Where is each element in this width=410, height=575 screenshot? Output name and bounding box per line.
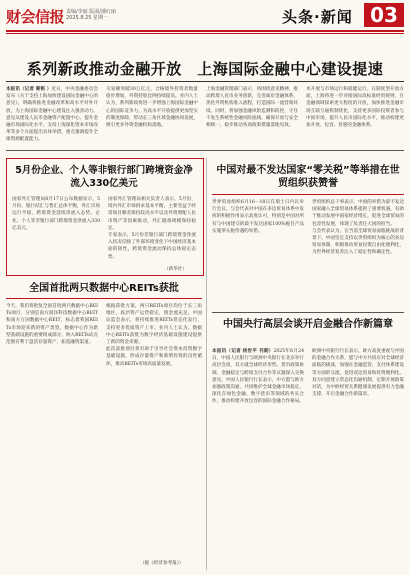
story-a-col2-text: 国家外汇管理局相关负责人表示，5月份，境内外汇市场供求基本平衡，主要受益于经常项目顺差保持较高水平以及外资增配人民币资产等因素推动，外汇储备规模保持稳定。 — [108, 197, 196, 231]
headline-rule — [6, 81, 404, 82]
masthead-rule-thin — [6, 33, 404, 34]
story-a-title: 5月份企业、个人等非银行部门跨境资金净流入330亿美元 — [15, 165, 193, 189]
masthead — [0, 0, 410, 46]
story-a-column-1 — [12, 196, 100, 270]
story-b-col2-text: 根据获批方案，两只REITs项目均位于长三角地区，底层资产运营稳定，现金流充足。中国证监会表示，将持续推进REITs常态化发行，支持更多优质资产上市。业内人士认为，数据中心REITs获批为数字经济基础设施建设提供了新的资金来源。 — [106, 304, 202, 346]
story-b-col3-text: 此次获批项目将有助于引导社会资本投资数字基础设施，形成存量资产和新增投资的良性循环，推动REITs市场高质量发展。 — [106, 347, 202, 367]
lead-col4-text: 术开展与市场运行和稳健运行。在制度型开放方面，上海将进一步对接国际高标准经贸规则，在金融领域探索更大程度的开放，加快推进金融市场互联互通机制优化，支持更多国际投资者参与中国市场，提升人民币国际化水平，推动构建更加开放、包容、普惠的金融体系。 — [306, 87, 404, 129]
story-d-col1-text: 2025年6月24日，中国人民银行与欧洲中央银行在北京举行高层会谈，双方就全球经济形势、货币政策协调、金融稳定与跨境支付合作等议题深入交换意见。中国人民银行行长表示，中方愿与欧方加强政策沟通，共同维护全球金融市场稳定，深化在绿色金融、数字货币等领域的务实合作，推动构建开放包容的国际金融合作格局。 — [212, 349, 304, 405]
story-a-col1-text: 国家外汇管理局8月17日公布数据显示，5月份，银行结汇与售汇总体平衡，外汇市场运行平稳，跨境资金延续净流入态势。企业、个人等非银行部门跨境资金净流入330亿美元。 — [12, 197, 100, 231]
page-number-badge: 03 — [364, 3, 404, 27]
story-b-column-2 — [106, 303, 202, 555]
story-b-column-1 — [6, 303, 98, 569]
story-d-title: 中国央行高层会谈开启金融合作新篇章 — [223, 319, 393, 330]
section-divider — [6, 150, 404, 151]
story-a-column-2 — [108, 196, 196, 270]
story-a-col2b-text: 专家表示，5月份非银行部门跨境资金净流入状况反映了外部环境变化下中国经济基本面的韧性，跨境资金流动保持总体稳定态势。 — [108, 233, 196, 260]
story-c-column-2 — [312, 199, 404, 307]
story-c-col2-text: 世贸组织总干事表示，中国的举措为最不发达国家融入全球贸易体系提供了重要机遇，有助于推动发展中国家经济增长，促进全球贸易的包容性发展，体现了负责任大国的担当。 — [312, 200, 404, 227]
story-d-byline: 本报讯（记者 杨世平 刊期） — [212, 349, 274, 354]
story-c-title: 中国对最不发达国家“零关税”等举措在世贸组织获赞誉 — [216, 165, 400, 189]
story-b-col1-text: 今天，我们将批复全国首批两只数据中心REITs项目，分别是南方润泽科技数据中心REIT和南方万国数据中心REIT，标志着我国REITs市场迎来新的资产类型。数据中心作为新型基础设施的重要组成部分，纳入REITs试点范围有利于盘活存量资产，拓宽融资渠道。 — [6, 304, 98, 346]
lead-column-2 — [106, 86, 198, 146]
lead-col2-text: 交易额突破30万亿元，合格境外投资者数量稳步增加，外资持股比例持续提高。业内人士认为，系列新政将进一步增强上海国际金融中心的国际竞争力，为高水平开放提供更加坚实的制度保障，带动长三角区域金融协同发展，吸引更多外资金融机构落地。 — [106, 87, 198, 129]
story-d-col2-text: 欧洲中央银行行长表示，欧方高度重视与中国的金融合作关系，愿与中方共同应对全球经济面临的挑战，加强在金融监管、支付体系建设等方面的交流，促进双边贸易和投资便利化。双方同意建立常态化沟通机制，定期开展政策对话，为中欧经贸关系健康发展提供有力金融支撑，开启金融合作新篇章。 — [312, 349, 404, 398]
lead-column-4 — [306, 86, 404, 146]
story-c-col1-text: 世界贸易组织6月16－18日在瑞士日内瓦举行会议，与会代表对中国在多边贸易体系中发挥的积极作用表示高度认可，特别是中国对所有与中国建交的最不发达国家100%税目产品实施零关税待遇的举措。 — [212, 200, 304, 234]
lead-byline: 本报讯（记者 秦铭 ） — [6, 87, 52, 92]
story-d-column-2 — [312, 348, 404, 570]
lead-column-3 — [206, 86, 298, 146]
story-b-rule — [6, 298, 202, 299]
story-b-source: （据《经济参考报》） — [140, 561, 184, 566]
masthead-rule — [6, 30, 404, 32]
issue-info: 责编/李丽 版面/潘红丽 2025.8.25 星期一 — [66, 9, 116, 21]
story-c-col3-text: 与会代表认为，在当前全球贸易面临挑战的背景下，中国坚定支持以世贸组织为核心的多边贸易体制，积极推动贸易投资自由化便利化，为世界经济复苏注入了稳定性和确定性。 — [312, 228, 404, 256]
story-c-column-1 — [212, 199, 304, 307]
story-b-title: 全国首批两只数据中心REITs获批 — [29, 283, 179, 294]
lead-col3-text: 上海金融管理部门表示，将围绕意见精神，推动跨境人民币业务创新，完善离岸金融体系，优化外资机构准入流程，打造国际一流营商环境。同时，将加强金融风险监测和防控，守住不发生系统性金融风险底线，确保开放与安全相统一，稳步推动各项政策措施落地见效。 — [206, 87, 298, 129]
story-d-top-rule — [212, 312, 404, 313]
section-title: 头条·新闻 — [282, 8, 353, 26]
story-a-source: （新华社） — [164, 267, 187, 272]
story-c-rule — [212, 194, 404, 195]
lead-column-1 — [6, 86, 98, 146]
column-divider — [206, 158, 207, 570]
lead-headline: 系列新政推动金融开放 上海国际金融中心建设提速 — [26, 60, 384, 78]
story-d-column-1 — [212, 348, 304, 570]
lead-col1-text: 近日，中央金融委员会发布《关于支持上海加快建设国际金融中心的意见》，明确将推进金融改革和高水平对外开放，为上海国际金融中心建设注入强劲动力。意见从建设人民币金融资产配置中心、提升金融市场国际化水平、支持上海深化资本市场改革等多个方面提出具体举措，重点强调提升全球资源配置能力。 — [6, 87, 98, 143]
newspaper-logo: 财会信报 — [6, 8, 65, 26]
